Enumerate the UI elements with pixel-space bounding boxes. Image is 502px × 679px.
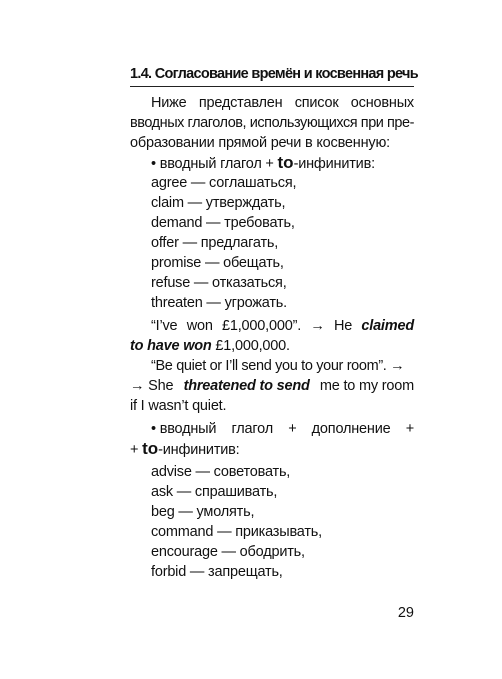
emphasis: to have won	[130, 338, 212, 354]
verb-item: encourage — ободрить,	[151, 544, 305, 560]
verb-item: agree — соглашаться,	[151, 175, 297, 191]
verb-item: promise — обещать,	[151, 255, 284, 271]
text: → She	[130, 378, 178, 394]
page-number: 29	[397, 605, 414, 621]
word: £1,000,000”.	[222, 318, 302, 334]
verb-item: claim — утверждать,	[151, 195, 286, 211]
word: “I’ve	[151, 318, 178, 334]
word: won	[186, 318, 213, 334]
verb-item: beg — умолять,	[151, 504, 255, 520]
text: -инфинитив:	[158, 442, 240, 458]
word: основных	[350, 95, 414, 111]
verb-item: advise — советовать,	[151, 464, 291, 480]
example-1-line-1	[151, 316, 414, 336]
text: +	[130, 442, 143, 458]
verb-item: ask — спрашивать,	[151, 484, 278, 500]
verb-item: refuse — отказаться,	[151, 275, 287, 291]
word: глагол	[231, 421, 273, 437]
word: представлен	[198, 95, 283, 111]
word: • вводный	[151, 421, 217, 437]
verb-item: demand — требовать,	[151, 215, 295, 231]
example-2-line-2	[130, 376, 414, 396]
verb-item: forbid — запрещать,	[151, 564, 283, 580]
emphasis: threatened to send	[183, 378, 310, 394]
intro-line-1	[151, 93, 414, 113]
to-word: to	[277, 153, 294, 172]
word: He	[333, 318, 353, 334]
example-2-line-3: if I wasn’t quiet.	[130, 398, 227, 414]
verb-item: command — приказывать,	[151, 524, 322, 540]
bullet-text: -инфинитив:	[293, 156, 375, 172]
text: me to my room	[316, 378, 414, 394]
word: дополнение	[311, 421, 391, 437]
intro-line-2: вводных глаголов, использующихся при пре-	[130, 115, 415, 131]
section-heading: 1.4. Согласование времён и косвенная речь	[130, 64, 414, 87]
example-1-line-2	[130, 336, 414, 356]
verb-item: threaten — угрожать.	[151, 295, 287, 311]
emphasis: claimed	[361, 318, 414, 334]
bullet-to-infinitive	[151, 153, 414, 174]
word: Ниже	[151, 95, 187, 111]
verb-item: offer — предлагать,	[151, 235, 279, 251]
bullet-text: • вводный глагол +	[151, 156, 278, 172]
word: +	[288, 421, 297, 437]
arrow: →	[310, 318, 325, 334]
to-word: to	[142, 439, 159, 458]
intro-line-3: образовании прямой речи в косвенную:	[130, 135, 390, 151]
example-2-line-1: “Be quiet or I’ll send you to your room”. →	[151, 358, 405, 374]
bullet-object-to-infinitive-cont	[130, 439, 414, 460]
word: +	[405, 421, 414, 437]
text: £1,000,000.	[211, 338, 290, 354]
bullet-object-to-infinitive	[151, 419, 414, 439]
word: список	[294, 95, 339, 111]
